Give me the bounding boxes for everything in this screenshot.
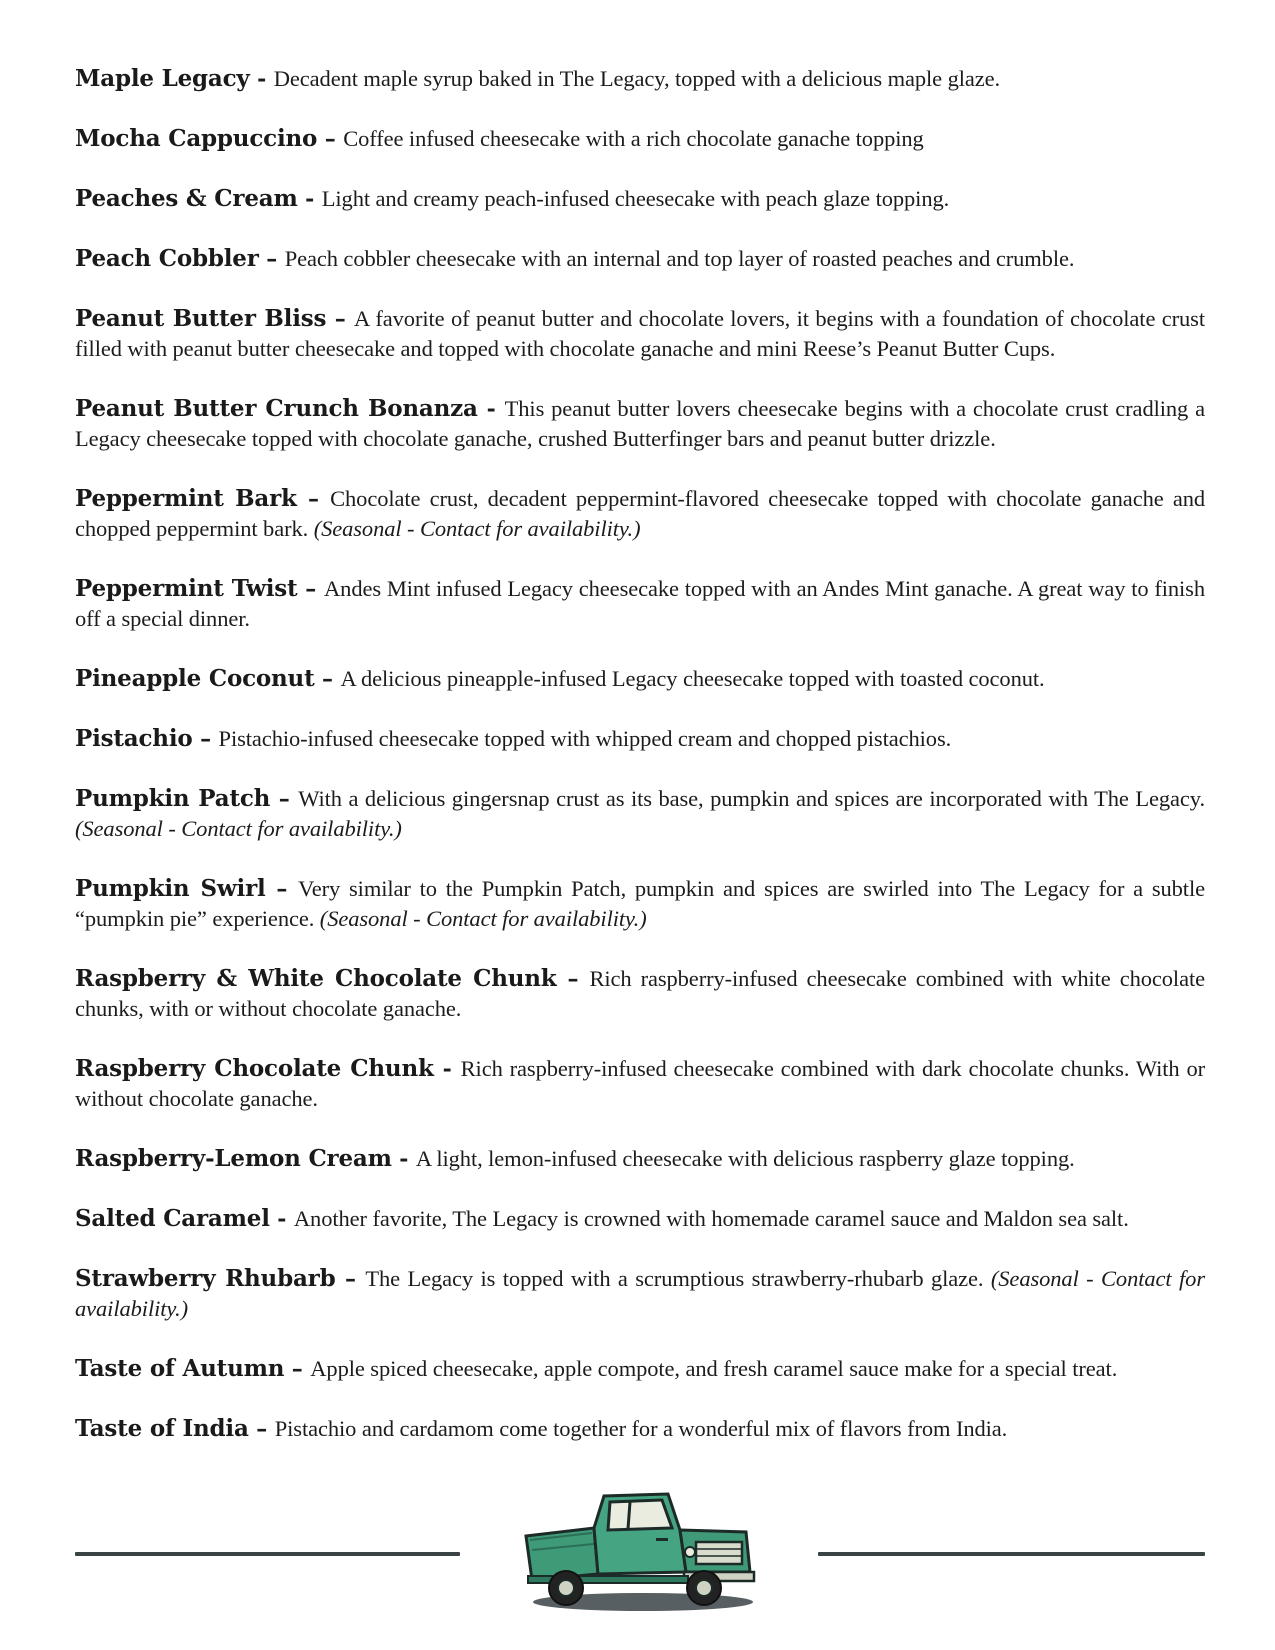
menu-item-description: Very similar to the Pumpkin Patch, pumpkin and spices are swirled into The Legacy for a subtle “pumpkin pie” experience. bbox=[75, 876, 1205, 931]
menu-item bbox=[75, 394, 1205, 454]
menu-item-name: Peppermint Bark bbox=[75, 485, 297, 512]
menu-item-separator: - bbox=[249, 66, 274, 92]
menu-item bbox=[75, 664, 1205, 694]
menu-item bbox=[75, 64, 1205, 94]
menu-item-description: Pistachio and cardamom come together for a wonderful mix of flavors from India. bbox=[274, 1416, 1008, 1441]
menu-item-description: The Legacy is topped with a scrumptious strawberry-rhubarb glaze. bbox=[365, 1266, 991, 1291]
menu-item bbox=[75, 1054, 1205, 1114]
menu-item bbox=[75, 484, 1205, 544]
menu-item-seasonal-note: (Seasonal - Contact for availability.) bbox=[313, 516, 641, 541]
menu-item-separator: - bbox=[433, 1056, 461, 1082]
menu-item bbox=[75, 304, 1205, 364]
menu-item-separator: – bbox=[317, 126, 344, 152]
menu-item-description: This peanut butter lovers cheesecake begins with a chocolate crust cradling a Legacy cheesecake topped with chocolate ganache, crushed Butterfinger bars and peanut butter drizzle. bbox=[75, 396, 1205, 451]
cheesecake-menu-list bbox=[75, 64, 1205, 1474]
menu-item-description: Pistachio-infused cheesecake topped with whipped cream and chopped pistachios. bbox=[218, 726, 952, 751]
footer-rule-left bbox=[75, 1552, 460, 1556]
menu-item bbox=[75, 964, 1205, 1024]
menu-item-name: Peaches & Cream bbox=[75, 185, 298, 212]
menu-item-name: Pineapple Coconut bbox=[75, 665, 315, 692]
menu-item-name: Maple Legacy bbox=[75, 65, 250, 92]
menu-item-separator: – bbox=[296, 486, 331, 512]
menu-item bbox=[75, 1264, 1205, 1324]
menu-item bbox=[75, 574, 1205, 634]
menu-item bbox=[75, 724, 1205, 754]
menu-item-name: Peppermint Twist bbox=[75, 575, 298, 602]
menu-item-name: Pistachio bbox=[75, 725, 193, 752]
menu-item bbox=[75, 1414, 1205, 1444]
menu-item-description: Rich raspberry-infused cheesecake combined with white chocolate chunks, with or without chocolate ganache. bbox=[75, 966, 1205, 1021]
menu-item-name: Mocha Cappuccino bbox=[75, 125, 318, 152]
menu-item-description: Decadent maple syrup baked in The Legacy, topped with a delicious maple glaze. bbox=[273, 66, 1001, 91]
menu-item-description: With a delicious gingersnap crust as its base, pumpkin and spices are incorporated with The Legacy. bbox=[298, 786, 1205, 811]
menu-item-separator: – bbox=[297, 576, 325, 602]
menu-item-separator: – bbox=[192, 726, 219, 752]
footer-rule-right bbox=[818, 1552, 1205, 1556]
menu-item bbox=[75, 784, 1205, 844]
menu-item-description: A delicious pineapple-infused Legacy cheesecake topped with toasted coconut. bbox=[340, 666, 1045, 691]
menu-item-separator: – bbox=[284, 1356, 311, 1382]
menu-item-separator: – bbox=[335, 1266, 366, 1292]
menu-item bbox=[75, 124, 1205, 154]
menu-item bbox=[75, 1204, 1205, 1234]
menu-item-description: Chocolate crust, decadent peppermint-flavored cheesecake topped with chocolate ganache and chopped peppermint bark. bbox=[75, 486, 1206, 541]
menu-item-separator: – bbox=[326, 306, 355, 332]
menu-item-description: Apple spiced cheesecake, apple compote, and fresh caramel sauce make for a special treat. bbox=[310, 1356, 1118, 1381]
menu-item-description: Another favorite, The Legacy is crowned with homemade caramel sauce and Maldon sea salt. bbox=[293, 1206, 1129, 1231]
menu-item-description: Light and creamy peach-infused cheesecake with peach glaze topping. bbox=[321, 186, 950, 211]
menu-item-name: Taste of Autumn bbox=[75, 1355, 285, 1382]
menu-item-name: Peach Cobbler bbox=[75, 245, 259, 272]
menu-item-separator: – bbox=[248, 1416, 275, 1442]
menu-item-separator: - bbox=[477, 396, 505, 422]
menu-item bbox=[75, 244, 1205, 274]
menu-item-seasonal-note: (Seasonal - Contact for availability.) bbox=[319, 906, 647, 931]
menu-item-seasonal-note: (Seasonal - Contact for availability.) bbox=[75, 816, 402, 841]
menu-item bbox=[75, 874, 1205, 934]
menu-item-separator: – bbox=[556, 966, 590, 992]
menu-item-name: Peanut Butter Bliss bbox=[75, 305, 327, 332]
menu-item-description: Peach cobbler cheesecake with an internal and top layer of roasted peaches and crumble. bbox=[284, 246, 1075, 271]
menu-item-description: A light, lemon-infused cheesecake with delicious raspberry glaze topping. bbox=[415, 1146, 1075, 1171]
menu-item-name: Pumpkin Patch bbox=[75, 785, 271, 812]
menu-item bbox=[75, 1354, 1205, 1384]
menu-item-separator: – bbox=[265, 876, 299, 902]
menu-item-name: Raspberry Chocolate Chunk bbox=[75, 1055, 434, 1082]
menu-item-name: Raspberry-Lemon Cream bbox=[75, 1145, 392, 1172]
menu-item-separator: - bbox=[391, 1146, 416, 1172]
menu-item-name: Peanut Butter Crunch Bonanza bbox=[75, 395, 478, 422]
menu-item bbox=[75, 1144, 1205, 1174]
menu-item-description: A favorite of peanut butter and chocolate lovers, it begins with a foundation of chocolate crust filled with peanut butter cheesecake and topped with chocolate ganache and mini Reese’s Peanut Butter Cups. bbox=[75, 306, 1205, 361]
menu-item-name: Pumpkin Swirl bbox=[75, 875, 266, 902]
menu-item-description: Andes Mint infused Legacy cheesecake topped with an Andes Mint ganache. A great way to finish off a special dinner. bbox=[75, 576, 1205, 631]
menu-item-separator: – bbox=[258, 246, 285, 272]
pickup-truck-icon bbox=[518, 1488, 758, 1614]
menu-item-seasonal-note: (Seasonal - Contact for availability.) bbox=[75, 1266, 1205, 1321]
menu-item-separator: – bbox=[270, 786, 299, 812]
menu-item-description: Rich raspberry-infused cheesecake combined with dark chocolate chunks. With or without chocolate ganache. bbox=[75, 1056, 1205, 1111]
menu-item-name: Raspberry & White Chocolate Chunk bbox=[75, 965, 557, 992]
menu-item bbox=[75, 184, 1205, 214]
menu-item-separator: - bbox=[297, 186, 322, 212]
menu-item-name: Strawberry Rhubarb bbox=[75, 1265, 336, 1292]
menu-item-separator: – bbox=[314, 666, 341, 692]
menu-item-separator: - bbox=[269, 1206, 294, 1232]
menu-item-name: Taste of India bbox=[75, 1415, 249, 1442]
menu-item-description: Coffee infused cheesecake with a rich chocolate ganache topping bbox=[343, 126, 924, 151]
menu-item-name: Salted Caramel bbox=[75, 1205, 270, 1232]
